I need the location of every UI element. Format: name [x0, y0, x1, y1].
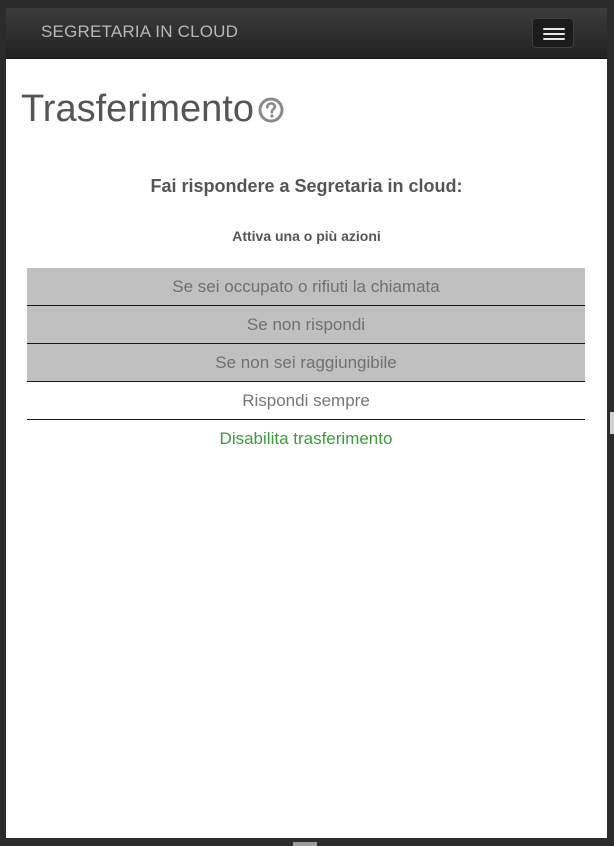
option-busy-or-rejected[interactable]: Se sei occupato o rifiuti la chiamata	[27, 268, 585, 306]
resize-handle[interactable]	[293, 842, 317, 846]
section-subtitle: Fai rispondere a Segretaria in cloud:	[150, 176, 463, 196]
app-window	[6, 8, 607, 838]
option-always-answer[interactable]: Rispondi sempre	[27, 382, 585, 420]
menu-toggle-button[interactable]	[532, 18, 574, 48]
option-unreachable[interactable]: Se non sei raggiungibile	[27, 344, 585, 382]
question-circle-icon[interactable]	[258, 97, 284, 123]
disable-transfer-link[interactable]: Disabilita trasferimento	[219, 429, 393, 448]
brand-link[interactable]: SEGRETARIA IN CLOUD	[41, 22, 239, 41]
instruction-text: Attiva una o più azioni	[232, 228, 381, 244]
page-title: Trasferimento	[21, 88, 254, 130]
option-no-answer[interactable]: Se non rispondi	[27, 306, 585, 344]
navbar	[6, 8, 607, 59]
scrollbar-handle[interactable]	[610, 412, 614, 434]
transfer-options-list	[27, 268, 585, 458]
